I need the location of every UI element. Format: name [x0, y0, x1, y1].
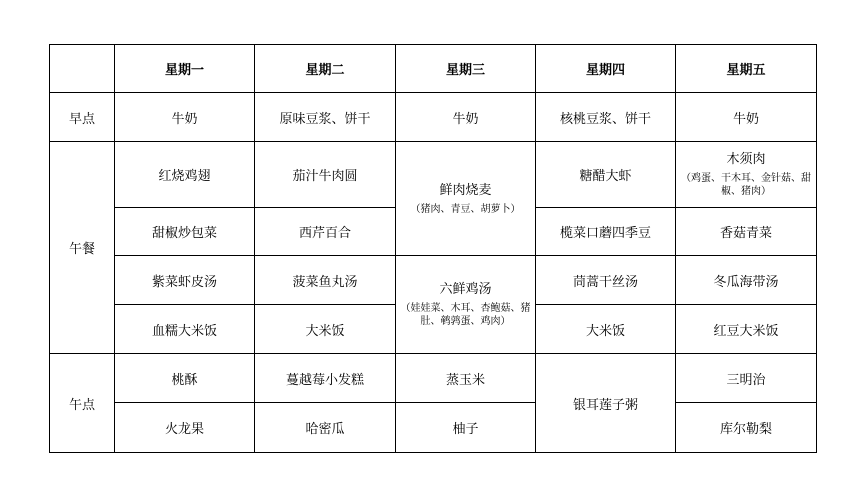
day-header-wed: 星期三	[396, 45, 536, 93]
header-row	[50, 45, 817, 93]
day-header-tue: 星期二	[255, 45, 396, 93]
lunch-thu-1: 糖醋大虾	[536, 142, 676, 208]
snack-row-2	[50, 403, 817, 453]
breakfast-wed: 牛奶	[396, 93, 536, 142]
lunch-fri-2: 香菇青菜	[676, 208, 817, 256]
dish-name: 鲜肉烧麦	[439, 182, 492, 198]
weekly-menu-table	[49, 44, 817, 453]
snack-fri-1: 三明治	[676, 354, 817, 403]
lunch-wed-1	[396, 142, 536, 256]
breakfast-mon: 牛奶	[115, 93, 255, 142]
snack-tue-1: 蔓越莓小发糕	[255, 354, 396, 403]
dish-ingredients: （娃娃菜、木耳、杏鲍菇、猪肚、鹌鹑蛋、鸡肉）	[400, 303, 531, 327]
lunch-row-3	[50, 256, 817, 305]
breakfast-row	[50, 93, 817, 142]
breakfast-thu: 核桃豆浆、饼干	[536, 93, 676, 142]
category-breakfast: 早点	[50, 93, 115, 142]
lunch-thu-4: 大米饭	[536, 305, 676, 354]
category-snack: 午点	[50, 354, 115, 453]
lunch-tue-3: 菠菜鱼丸汤	[255, 256, 396, 305]
lunch-row-1	[50, 142, 817, 208]
lunch-mon-1: 红烧鸡翅	[115, 142, 255, 208]
lunch-mon-2: 甜椒炒包菜	[115, 208, 255, 256]
snack-fri-2: 库尔勒梨	[676, 403, 817, 453]
breakfast-fri: 牛奶	[676, 93, 817, 142]
snack-mon-2: 火龙果	[115, 403, 255, 453]
snack-wed-2: 柚子	[396, 403, 536, 453]
lunch-tue-2: 西芹百合	[255, 208, 396, 256]
snack-thu: 银耳莲子粥	[536, 354, 676, 453]
snack-row-1	[50, 354, 817, 403]
dish-ingredients: （鸡蛋、干木耳、金针菇、甜椒、猪肉）	[681, 173, 811, 197]
lunch-wed-2	[396, 256, 536, 354]
dish-name: 木须肉	[726, 152, 766, 167]
breakfast-tue: 原味豆浆、饼干	[255, 93, 396, 142]
lunch-thu-2: 榄菜口蘑四季豆	[536, 208, 676, 256]
corner-cell	[50, 45, 115, 93]
category-lunch: 午餐	[50, 142, 115, 354]
day-header-thu: 星期四	[536, 45, 676, 93]
lunch-fri-4: 红豆大米饭	[676, 305, 817, 354]
dish-ingredients: （猪肉、青豆、胡萝卜）	[410, 203, 521, 215]
lunch-fri-1	[676, 142, 817, 208]
lunch-mon-4: 血糯大米饭	[115, 305, 255, 354]
dish-name: 六鲜鸡汤	[439, 282, 492, 297]
snack-tue-2: 哈密瓜	[255, 403, 396, 453]
day-header-fri: 星期五	[676, 45, 817, 93]
lunch-tue-4: 大米饭	[255, 305, 396, 354]
day-header-mon: 星期一	[115, 45, 255, 93]
lunch-mon-3: 紫菜虾皮汤	[115, 256, 255, 305]
snack-wed-1: 蒸玉米	[396, 354, 536, 403]
lunch-fri-3: 冬瓜海带汤	[676, 256, 817, 305]
lunch-thu-3: 茼蒿干丝汤	[536, 256, 676, 305]
snack-mon-1: 桃酥	[115, 354, 255, 403]
lunch-tue-1: 茄汁牛肉圆	[255, 142, 396, 208]
